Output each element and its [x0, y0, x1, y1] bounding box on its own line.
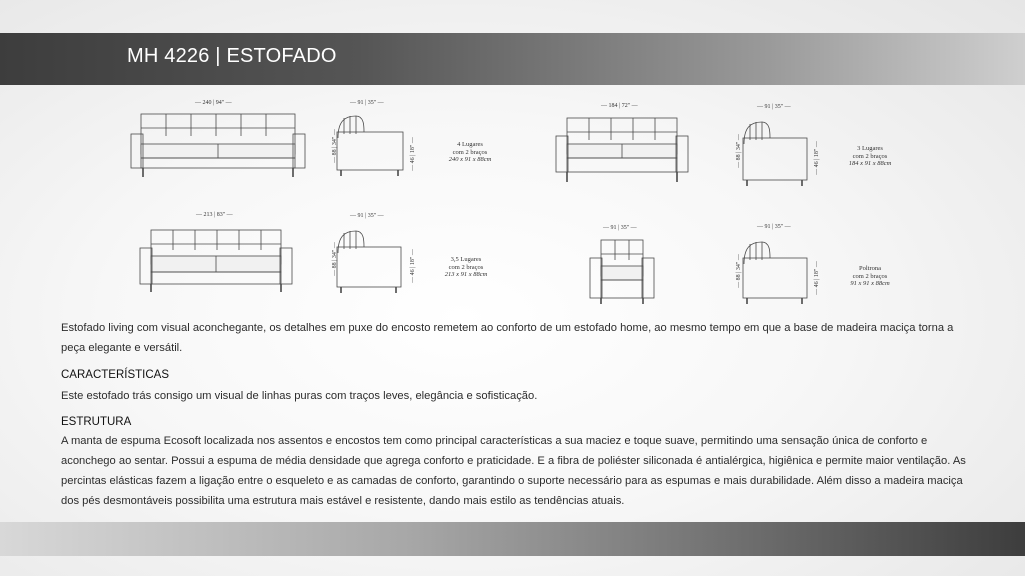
front-width-dimension: — 213 | 83" — [196, 212, 233, 218]
height-dimension: — 88 | 34" — [331, 129, 338, 163]
side-depth-dimension: — 91 | 35" — [350, 100, 384, 106]
height-dimension: — 88 | 34" — [735, 134, 742, 168]
sofa-side-view [331, 112, 406, 178]
seat-height-dimension: — 46 | 18" — [813, 261, 820, 295]
sofa-front-view [128, 110, 308, 180]
height-dimension: — 88 | 34" — [331, 242, 338, 276]
front-width-dimension: — 184 | 72" — [601, 103, 638, 109]
page-title: MH 4226 | ESTOFADO [127, 45, 337, 67]
characteristics-text: Este estofado trás consigo um visual de linhas puras com traços leves, elegância e sofisticação. [61, 390, 538, 402]
product-intro: Estofado living com visual aconchegante, os detalhes em puxe do encosto remetem ao conforto de um estofado home, ao mesmo tempo em que a base de madeira maciça torna a peça elegante e versátil. [61, 322, 954, 354]
characteristics-heading: CARACTERÍSTICAS [61, 369, 169, 381]
front-width-dimension: — 91 | 35" — [603, 225, 637, 231]
sofa-side-view [331, 227, 406, 295]
sofa-front-view [587, 236, 657, 306]
header-band [0, 33, 1025, 85]
structure-heading: ESTRUTURA [61, 416, 132, 428]
side-depth-dimension: — 91 | 35" — [757, 224, 791, 230]
height-dimension: — 88 | 34" — [735, 254, 742, 288]
side-depth-dimension: — 91 | 35" — [757, 104, 791, 110]
sofa-front-view [137, 224, 295, 294]
side-depth-dimension: — 91 | 35" — [350, 213, 384, 219]
seat-height-dimension: — 46 | 18" — [409, 249, 416, 283]
sofa-side-view [740, 118, 812, 188]
product-caption: 4 Lugares com 2 braços 240 x 91 x 88cm [448, 141, 492, 163]
footer-band [0, 522, 1025, 556]
seat-height-dimension: — 46 | 18" — [409, 137, 416, 171]
product-caption: Poltrona com 2 braços 91 x 91 x 88cm [850, 265, 890, 287]
structure-text: A manta de espuma Ecosoft localizada nos assentos e encostos tem como principal características a sua maciez e toque suave, permitindo uma sensação única de conforto e aconchego ao sentar. Possui a espuma de média densidade que agrega conforto e praticidade. E a fibra de poliéster siliconada é antialérgica, higiênica e permite maior ventilação. As percintas elásticas fazem a ligação entre o esqueleto e as camadas de conforto, garantindo o suporte necessário para as espumas e mais durabilidade. Além disso a madeira maciça dos pés desmontáveis possibilita uma estrutura mais estável e resistente, dando mais estilo as tendências atuais. [61, 435, 966, 507]
product-caption: 3,5 Lugares com 2 braços 213 x 91 x 88cm [444, 256, 488, 278]
seat-height-dimension: — 46 | 18" — [813, 141, 820, 175]
product-caption: 3 Lugares com 2 braços 184 x 91 x 88cm [848, 145, 892, 167]
front-width-dimension: — 240 | 94" — [195, 100, 232, 106]
sofa-side-view [740, 238, 812, 308]
sofa-front-view [553, 112, 691, 184]
